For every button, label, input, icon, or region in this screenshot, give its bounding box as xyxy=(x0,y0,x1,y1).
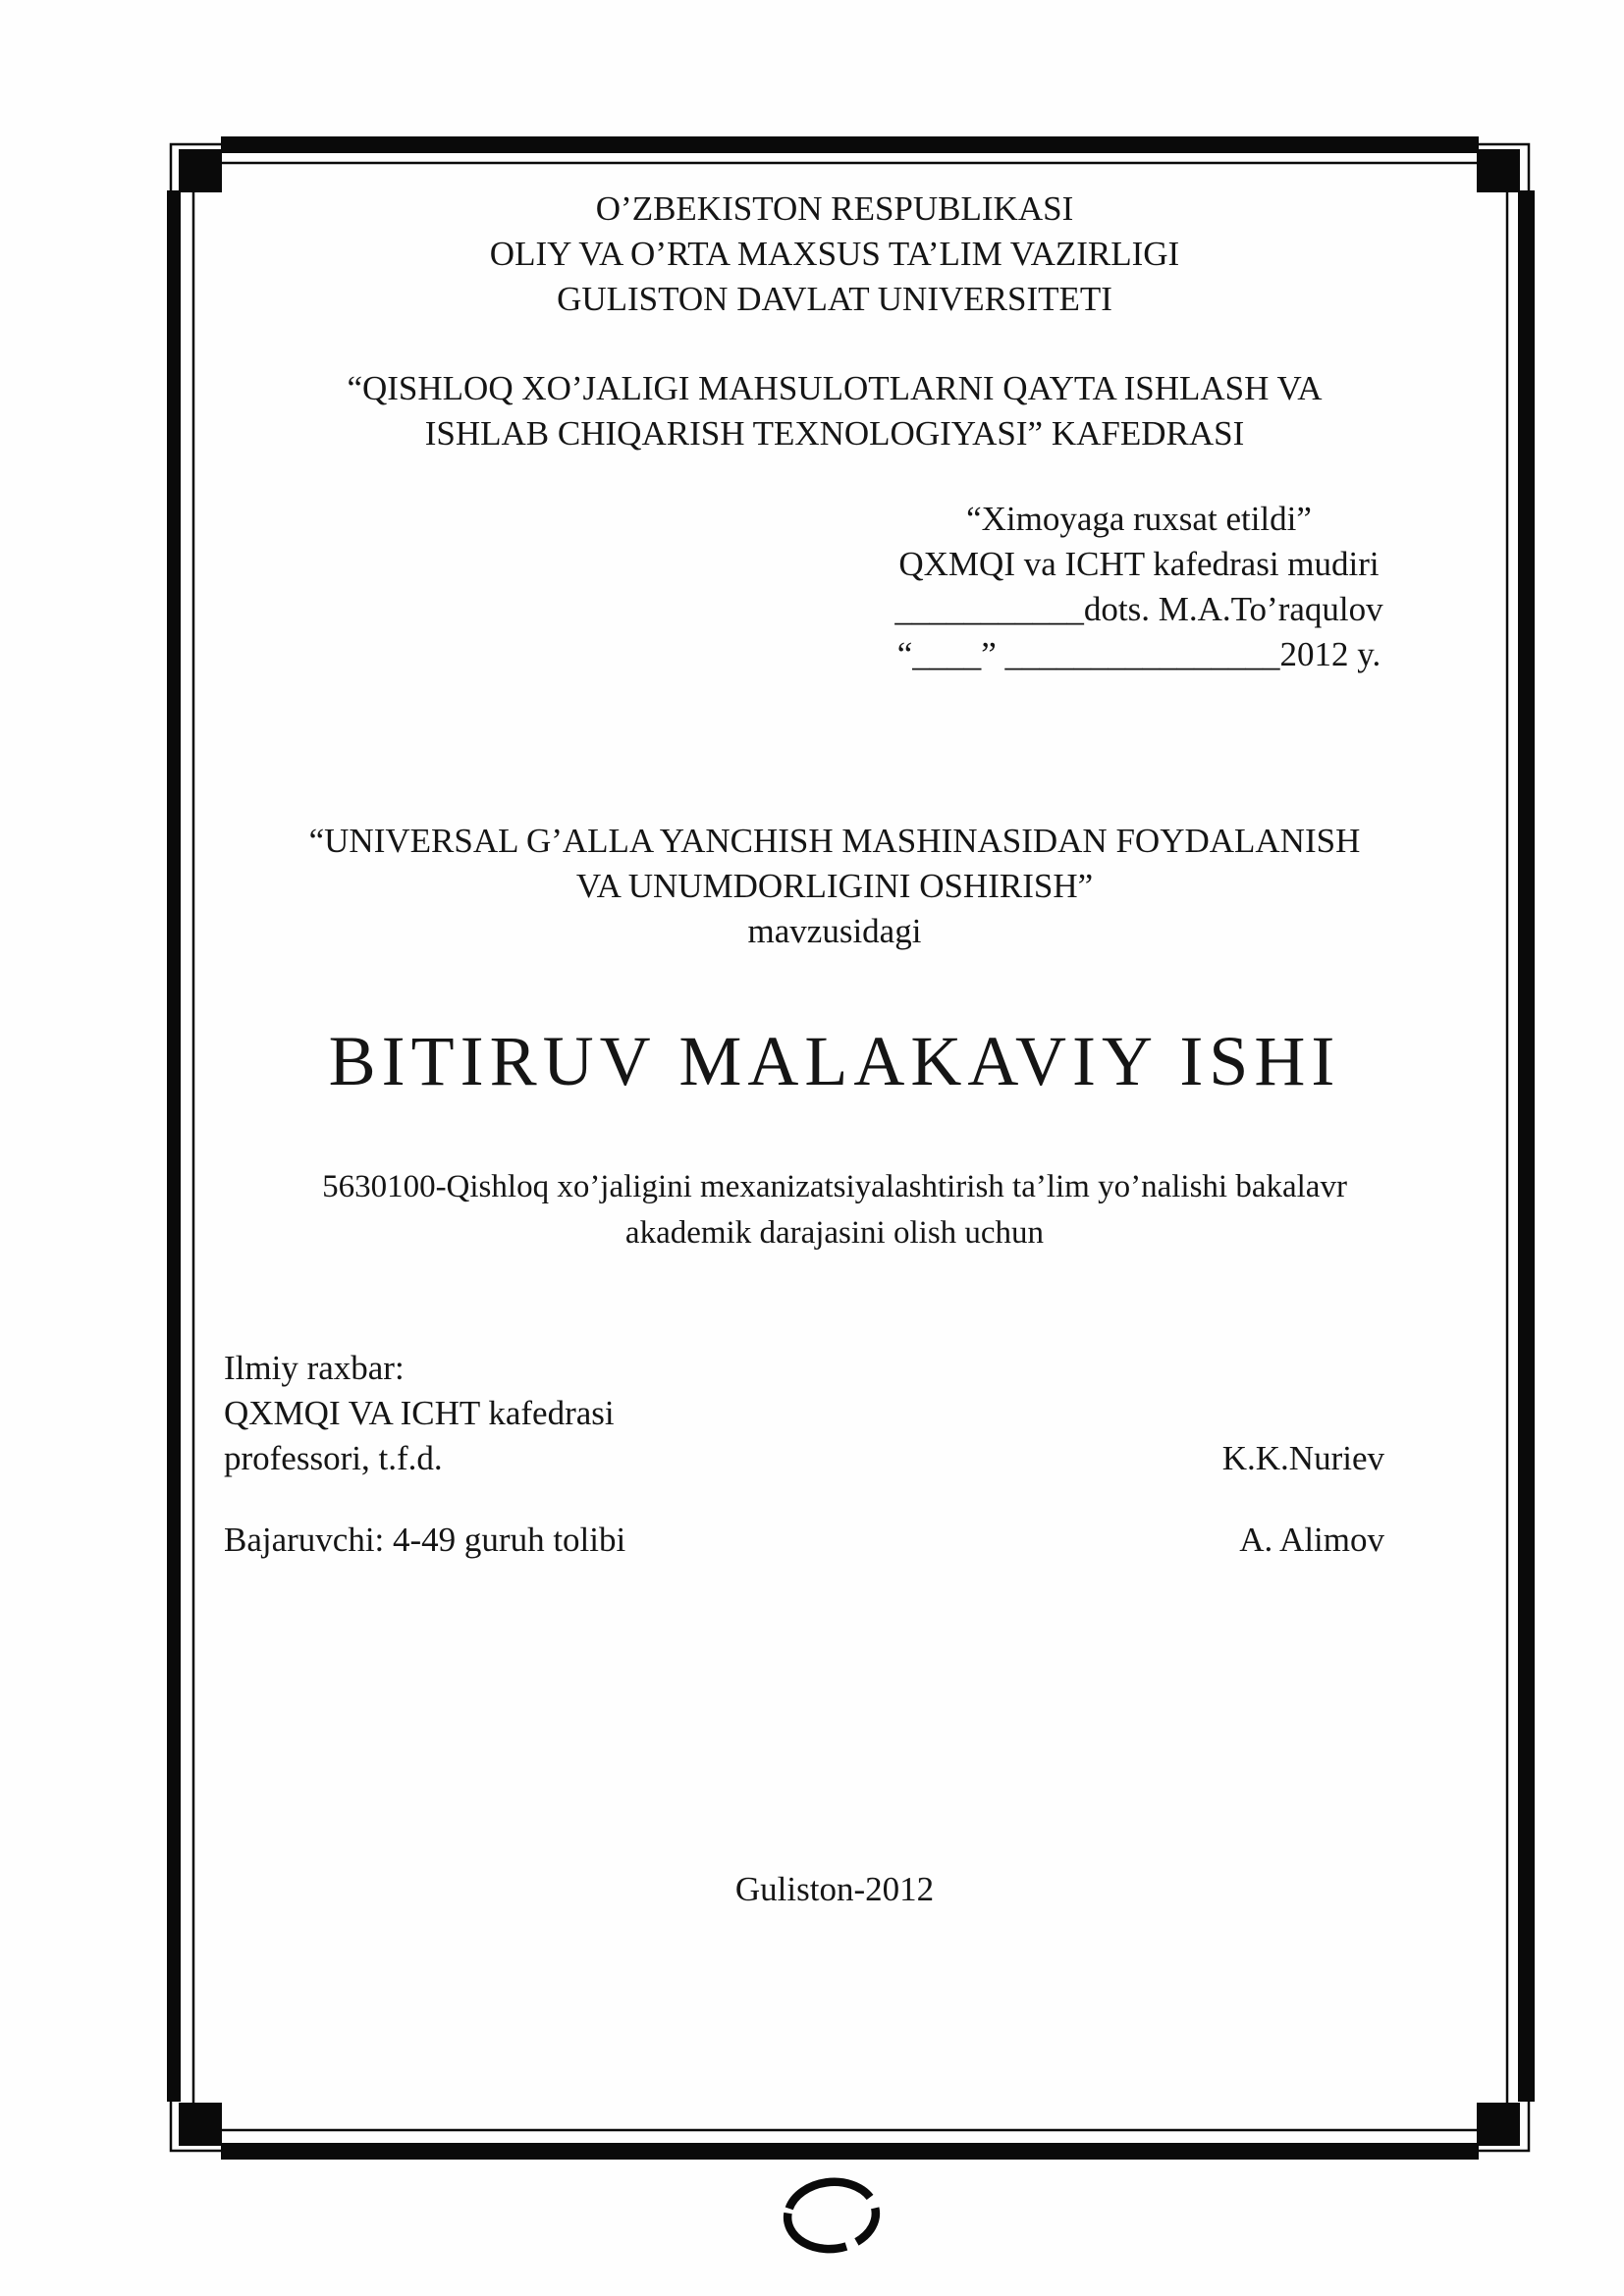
program-line-1: 5630100-Qishloq xo’jaligini mexanizatsiyalashtirish ta’lim yo’nalishi bakalavr xyxy=(322,1169,1347,1204)
approval-signature-line: ___________dots. M.A.To’raqulov xyxy=(894,590,1383,628)
department-line-2: ISHLAB CHIQARISH TEXNOLOGIYASI” KAFEDRASI xyxy=(424,414,1245,453)
border-corner-bottom-left xyxy=(179,2103,222,2146)
border-inner-thin-frame xyxy=(193,163,1507,2130)
broken-circle-icon xyxy=(776,2173,889,2262)
approval-head-line: QXMQI va ICHT kafedrasi mudiri xyxy=(898,545,1380,583)
header-line-university: GULISTON DAVLAT UNIVERSITETI xyxy=(557,280,1112,318)
theme-line-1: “UNIVERSAL G’ALLA YANCHISH MASHINASIDAN FOYDALANISH xyxy=(308,822,1361,860)
supervisor-row xyxy=(224,1436,1384,1481)
supervisor-department: QXMQI VA ICHT kafedrasi xyxy=(224,1394,615,1432)
theme-line-3: mavzusidagi xyxy=(747,912,922,950)
executor-label: Bajaruvchi: 4-49 guruh tolibi xyxy=(224,1521,626,1559)
program-block xyxy=(118,1164,1551,1256)
approval-date-line: “____” ________________2012 y. xyxy=(896,635,1381,673)
border-band-bottom xyxy=(221,2143,1479,2160)
executor-name: A. Alimov xyxy=(1239,1521,1384,1559)
department-line-1: “QISHLOQ XO’JALIGI MAHSULOTLARNI QAYTA ISHLASH VA xyxy=(347,369,1323,407)
border-band-left xyxy=(167,190,181,2102)
program-line-2: akademik darajasini olish uchun xyxy=(624,1215,1045,1251)
theme-block xyxy=(118,819,1551,954)
header-block xyxy=(118,187,1551,322)
supervisor-position: professori, t.f.d. xyxy=(224,1439,443,1477)
approval-permission-line: “Ximoyaga ruxsat etildi” xyxy=(966,500,1312,538)
executor-block xyxy=(224,1518,1384,1563)
border-band-top xyxy=(221,136,1479,153)
theme-line-2: VA UNUMDORLIGINI OSHIRISH” xyxy=(575,867,1094,905)
border-band-right xyxy=(1518,190,1535,2102)
main-title: BITIRUV MALAKAVIY ISHI xyxy=(328,1022,1341,1100)
border-corner-bottom-right xyxy=(1477,2103,1520,2146)
supervisor-name: K.K.Nuriev xyxy=(1221,1439,1384,1477)
header-line-country: O’ZBEKISTON RESPUBLIKASI xyxy=(595,189,1074,228)
city-year: Guliston-2012 xyxy=(734,1870,935,1908)
header-line-ministry: OLIY VA O’RTA MAXSUS TA’LIM VAZIRLIGI xyxy=(489,235,1180,273)
supervisor-block xyxy=(224,1346,1384,1481)
department-block xyxy=(118,366,1551,456)
supervisor-label: Ilmiy raxbar: xyxy=(224,1349,405,1387)
approval-block xyxy=(839,497,1438,677)
